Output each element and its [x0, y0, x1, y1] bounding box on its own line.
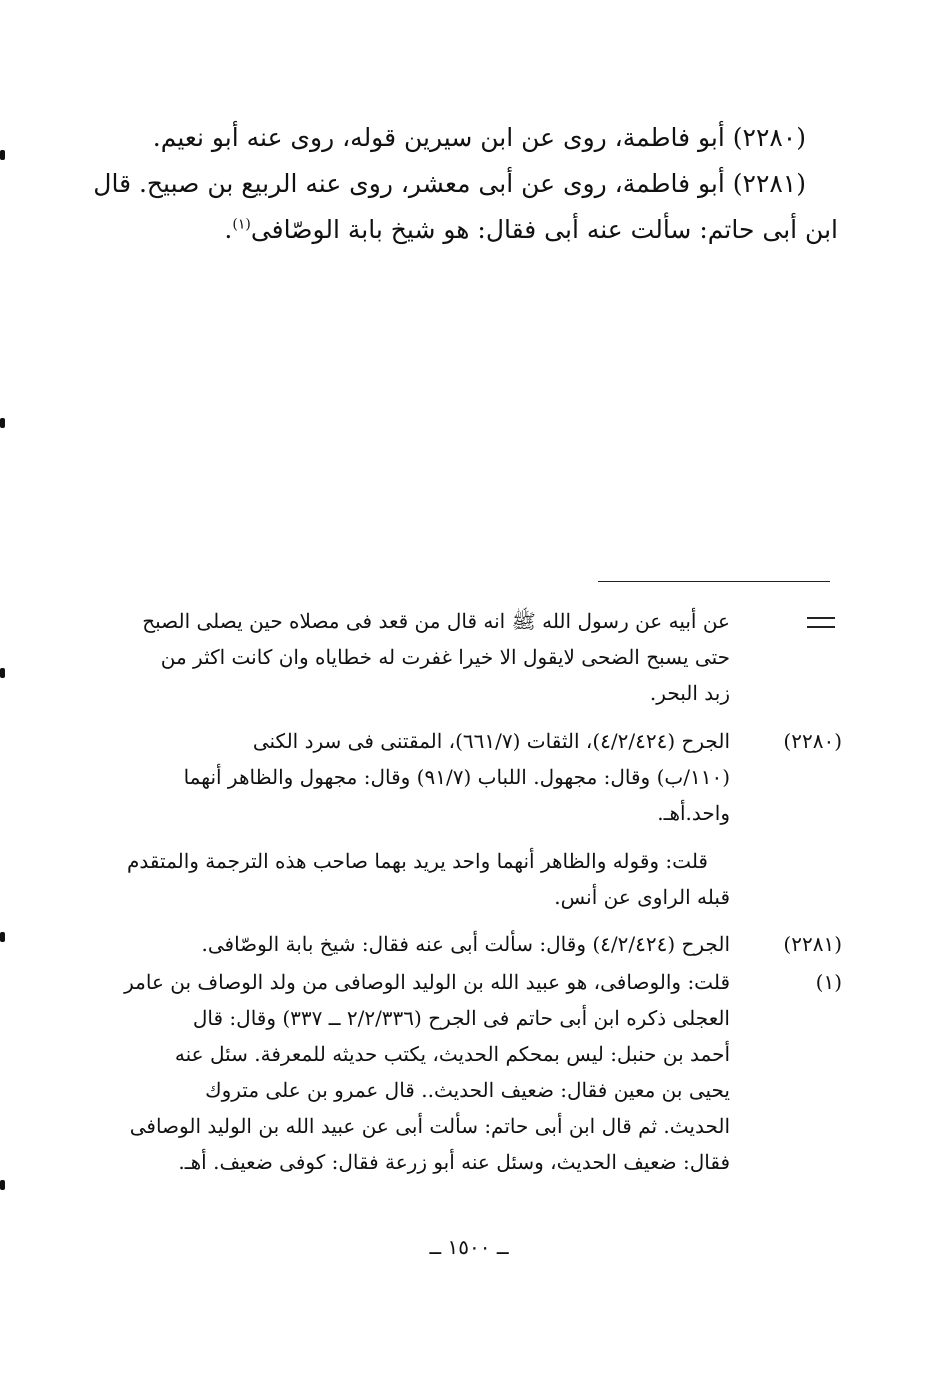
- footnote-line: الجرح (٤/٢/٤٢٤)، الثقات (٦٦١/٧)، المقتنى فى سرد الكنى: [252, 729, 730, 753]
- entry-2280-line-1: [66, 115, 838, 161]
- scan-speck: [0, 150, 5, 160]
- footnote-continuation-line: حتى يسبح الضحى لايقول الا خيرا غفرت له خطاياه وان كانت اكثر من: [160, 645, 730, 669]
- footnote-line: (١١٠/ب) وقال: مجهول. اللباب (٩١/٧) وقال: مجهول والظاهر أنهما: [183, 765, 730, 789]
- footnote-line: قلت: وقوله والظاهر أنهما واحد يريد بهما صاحب هذه الترجمة والمتقدم: [127, 849, 708, 873]
- scan-speck: [0, 1180, 5, 1190]
- footnote-label: (٢٢٨١): [783, 932, 842, 956]
- scan-speck: [0, 668, 5, 678]
- footnote-line: فقال: ضعيف الحديث، وسئل عنه أبو زرعة فقال: كوفى ضعيف. أهـ.: [178, 1150, 730, 1174]
- footnote-line: قلت: والوصافى، هو عبيد الله بن الوليد الوصافى من ولد الوصاف بن عامر: [124, 970, 730, 994]
- footnote-line: الجرح (٤/٢/٤٢٤) وقال: سألت أبى عنه فقال: شيخ بابة الوصّافى.: [201, 932, 730, 956]
- scan-speck: [0, 932, 5, 942]
- footnote-line: العجلى ذكره ابن أبى حاتم فى الجرح (٢/٢/٣٣٦ ــ ٣٣٧) وقال: قال: [192, 1006, 730, 1030]
- footnote-continuation-line: زبد البحر.: [649, 681, 730, 705]
- footnote-ref: (١): [232, 216, 251, 233]
- entry-text: (٢٢٨٠) أبو فاطمة، روى عن ابن سيرين قوله، روى عنه أبو نعيم.: [152, 123, 806, 152]
- entry-text: ابن أبى حاتم: سألت عنه أبى فقال: هو شيخ بابة الوصّافى: [250, 215, 838, 244]
- footnote-label: (١): [815, 970, 842, 994]
- entry-2281-line-1: [66, 161, 838, 207]
- continuation-mark: [807, 617, 835, 628]
- entry-text: (٢٢٨١) أبو فاطمة، روى عن أبى معشر، روى عنه الربيع بن صبيح. قال: [93, 169, 806, 198]
- scan-speck: [0, 418, 5, 428]
- footnote-line: الحديث. ثم قال ابن أبى حاتم: سألت أبى عن عبيد الله بن الوليد الوصافى: [129, 1114, 730, 1138]
- footnote-line: يحيى بن معين فقال: ضعيف الحديث.. قال عمرو بن على متروك: [205, 1078, 730, 1102]
- footnote-line: أحمد بن حنبل: ليس بمحكم الحديث، يكتب حديثه للمعرفة. سئل عنه: [174, 1042, 730, 1066]
- footnote-label: (٢٢٨٠): [783, 729, 842, 753]
- footnote-line: واحد.أهـ.: [657, 801, 730, 825]
- footnote-continuation-line: عن أبيه عن رسول الله ﷺ انه قال من قعد فى مصلاه حين يصلى الصبح: [142, 609, 730, 633]
- footnote-line: قبله الراوى عن أنس.: [554, 885, 730, 909]
- footnote-separator: [598, 581, 830, 582]
- page-number: ــ ١٥٠٠ ــ: [429, 1235, 509, 1259]
- entry-2281-line-2: ابن أبى حاتم: سألت عنه أبى فقال: هو شيخ بابة الوصّافى$^{(١)}$.: [224, 215, 838, 244]
